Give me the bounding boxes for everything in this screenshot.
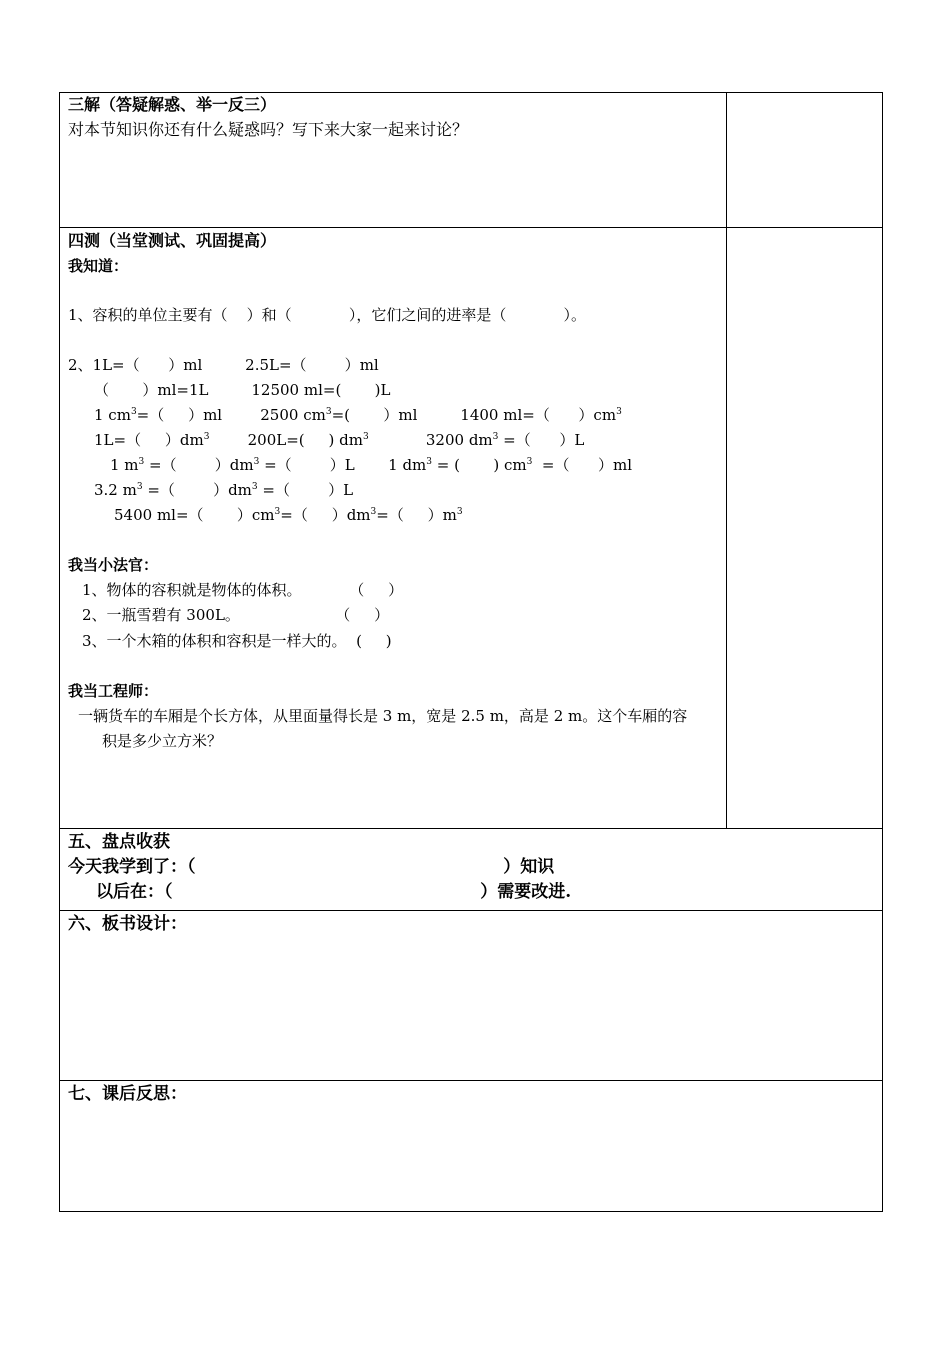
question-2-line-6: 3.2 $m^3$ =（ ）$dm^3$ =（ ）L <box>94 481 354 499</box>
judge-item-2: 2、一瓶雪碧有 300L。 （ ） <box>82 606 390 624</box>
engineer-question-line-2: 积是多少立方米？ <box>102 732 223 750</box>
sec5-line-1: 今天我学到了：（ ）知识 <box>68 857 555 877</box>
judge-item-3: 3、一个木箱的体积和容积是一样大的。 ( ) <box>82 632 392 650</box>
sec3-title: 三解（答疑解惑、举一反三） <box>68 95 277 114</box>
engineer-label: 我当工程师： <box>68 682 159 700</box>
question-2-line-3: 1 $cm^3=$（ ）ml 2500 $cm^3=$( ）ml 1400 ml=（ ）$cm^3$ <box>94 406 622 424</box>
judge-label: 我当小法官： <box>68 556 159 574</box>
column-divider <box>726 92 727 829</box>
row-divider-1 <box>59 227 883 228</box>
sec4-title: 四测（当堂测试、巩固提高） <box>68 231 277 250</box>
question-2-line-5: 1 $m^3$ =（ ）$dm^3$ =（ ）L 1 $dm^3$ = ( ) $cm^3$ =（ ）ml <box>110 456 633 474</box>
row-divider-2 <box>59 828 883 829</box>
judge-item-1: 1、物体的容积就是物体的体积。 （ ） <box>82 581 404 599</box>
know-label: 我知道： <box>68 257 129 275</box>
sec5-line-2: 以后在：（ ）需要改进. <box>96 882 572 902</box>
engineer-question-line-1: 一辆货车的车厢是个长方体，从里面量得长是 3 m，宽是 2.5 m，高是 2 m。这个车厢的容 <box>78 707 688 725</box>
question-1: 1、容积的单位主要有（ ）和（ ），它们之间的进率是（ ）。 <box>68 306 587 324</box>
question-2-line-1: 2、1L=（ ）ml 2.5L=（ ）ml <box>68 356 379 374</box>
sec3-prompt: 对本节知识你还有什么疑惑吗？写下来大家一起来讨论？ <box>68 120 469 139</box>
question-2-line-4: 1L=（ ）$dm^3$ 200L=( ) $dm^3$ 3200 $dm^3$ =（ ）L <box>94 431 585 449</box>
sec5-title: 五、盘点收获 <box>68 832 170 852</box>
question-2-line-2: （ ）ml=1L 12500 ml=( )L <box>94 381 391 399</box>
sec7-title: 七、课后反思： <box>68 1084 187 1104</box>
worksheet-table <box>59 92 883 1212</box>
question-2-line-7: 5400 ml=（ ）$cm^3=$（ ）$dm^3=$（ ）$m^3$ <box>114 506 463 524</box>
row-divider-3 <box>59 910 883 911</box>
row-divider-4 <box>59 1080 883 1081</box>
sec6-title: 六、板书设计： <box>68 914 187 934</box>
